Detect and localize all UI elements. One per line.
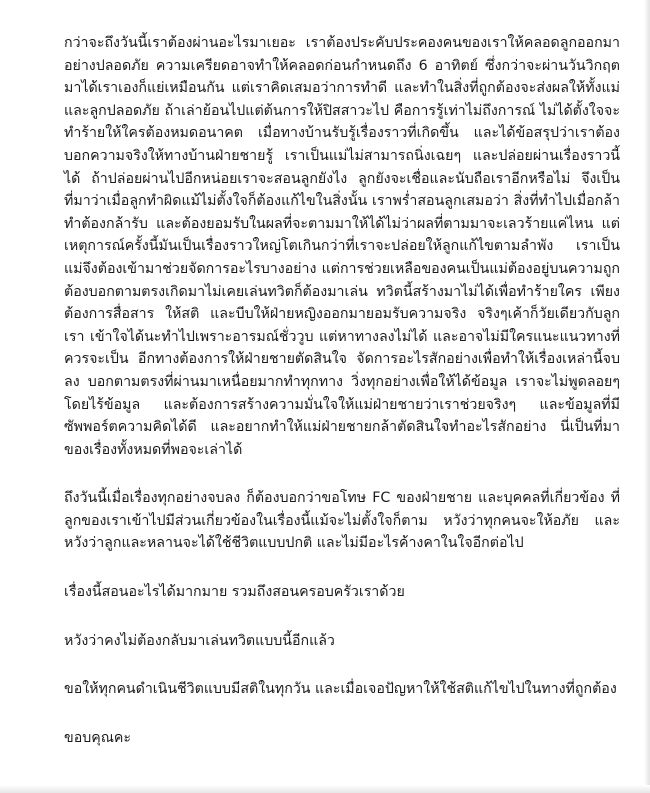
page-edge-shadow-bottom [0, 785, 650, 793]
document-body [64, 32, 620, 771]
paragraph-lesson: เรื่องนี้สอนอะไรได้มากมาย รวมถึงสอนครอบครัวเราด้วย [64, 584, 405, 601]
paragraph-hope: หวังว่าคงไม่ต้องกลับมาเล่นทวิตแบบนี้อีกแล้ว [64, 632, 335, 649]
page-edge-shadow-right [644, 0, 650, 793]
paragraph-thanks: ขอบคุณคะ [64, 729, 131, 746]
paragraph-wish: ขอให้ทุกคนดำเนินชีวิตแบบมีสติในทุกวัน และเมื่อเจอปัญหาให้ใช้สติแก้ไขไปในทางที่ถูกต้อง [64, 681, 617, 698]
paragraph-main-story: กว่าจะถึงวันนี้เราต้องผ่านอะไรมาเยอะ เราต้องประคับประคองคนของเราให้คลอดลูกออกมาอย่างปลอดภัย ความเครียดอาจทำให้คลอดก่อนกำหนดถึง 6 อาทิตย์ ซึ่งกว่าจะผ่านวันวิกฤตมาได้เราเองก็แย่เหมือนกัน แต่เราคิดเสมอว่าการทำดี และทำในสิ่งที่ถูกต้องจะส่งผลให้ทั้งแม่และลูกปลอดภัย ถ้าเล่าย้อนไปแต่ต้นการให้ปิสสาวะไป คือการรู้เท่าไม่ถึงการณ์ ไม่ได้ตั้งใจจะทำร้ายให้ใครต้องหมดอนาคต เมื่อทางบ้านรับรู้เรื่องราวที่เกิดขึ้น และได้ข้อสรุปว่าเราต้องบอกความจริงให้ทางบ้านฝ่ายชายรู้ เราเป็นแม่ไม่สามารถนิ่งเฉยๆ และปล่อยผ่านเรื่องราวนี้ได้ ถ้าปล่อยผ่านไปอีกหน่อยเราจะสอนลูกยังไง ลูกยังจะเชื่อและนับถือเราอีกหรือไม่ จึงเป็นที่มาว่าเมื่อลูกทำผิดแม้ไม่ตั้งใจก็ต้องแก้ไขในสิ่งนั้น เราพร่ำสอนลูกเสมอว่า สิ่งที่ทำไปเมื่อกล้าทำต้องกล้ารับ และต้องยอมรับในผลที่จะตามมาให้ได้ไม่ว่าผลที่ตามมาจะเลวร้ายแค่ไหน แต่เหตุการณ์ครั้งนี้มันเป็นเรื่องราวใหญ่โตเกินกว่าที่เราจะปล่อยให้ลูกแก้ไขตามลำพัง เราเป็นแม่จึงต้องเข้ามาช่วยจัดการอะไรบางอย่าง แต่การช่วยเหลือของคนเป็นแม่ต้องอยู่บนความถูกต้องบอกตามตรงเกิดมาไม่เคยเล่นทวิตก็ต้องมาเล่น ทวิตนี้สร้างมาไม่ได้เพื่อทำร้ายใคร เพียงต้องการสื่อสาร ให้สติ และบีบให้ฝ่ายหญิงออกมายอมรับความจริง จริงๆเค้าก็วัยเดียวกับลูกเรา เข้าใจได้นะทำไปเพราะอารมณ์ชั่ววูบ แต่หาทางลงไม่ได้ และอาจไม่มีใครแนะแนวทางที่ควรจะเป็น อีกทางต้องการให้ฝ่ายชายตัดสินใจ จัดการอะไรสักอย่างเพื่อทำให้เรื่องเหล่านี้จบลง บอกตามตรงที่ผ่านมาเหนื่อยมากทำทุกทาง วิ่งทุกอย่างเพื่อให้ได้ข้อมูล เราจะไม่พูดลอยๆโดยไร้ข้อมูล และต้องการสร้างความมั่นใจให้แม่ฝ่ายชายว่าเราช่วยจริงๆ และข้อมูลที่มีซัพพอร์ตความคิดได้ดี และอยากทำให้แม่ฝ่ายชายกล้าตัดสินใจทำอะไรสักอย่าง นี่เป็นที่มาของเรื่องทั้งหมดที่พอจะเล่าได้ [64, 35, 620, 458]
paragraph-apology: ถึงวันนี้เมื่อเรื่องทุกอย่างจบลง ก็ต้องบอกว่าขอโทษ FC ของฝ่ายชาย และบุคคลที่เกี่ยวข้อง ที่ลูกของเราเข้าไปมีส่วนเกี่ยวข้องในเรื่องนี้แม้จะไม่ตั้งใจก็ตาม หวังว่าทุกคนจะให้อภัย และหวังว่าลูกและหลานจะได้ใช้ชีวิตแบบปกติ และไม่มีอะไรค้างคาในใจอีกต่อไป [64, 490, 620, 552]
